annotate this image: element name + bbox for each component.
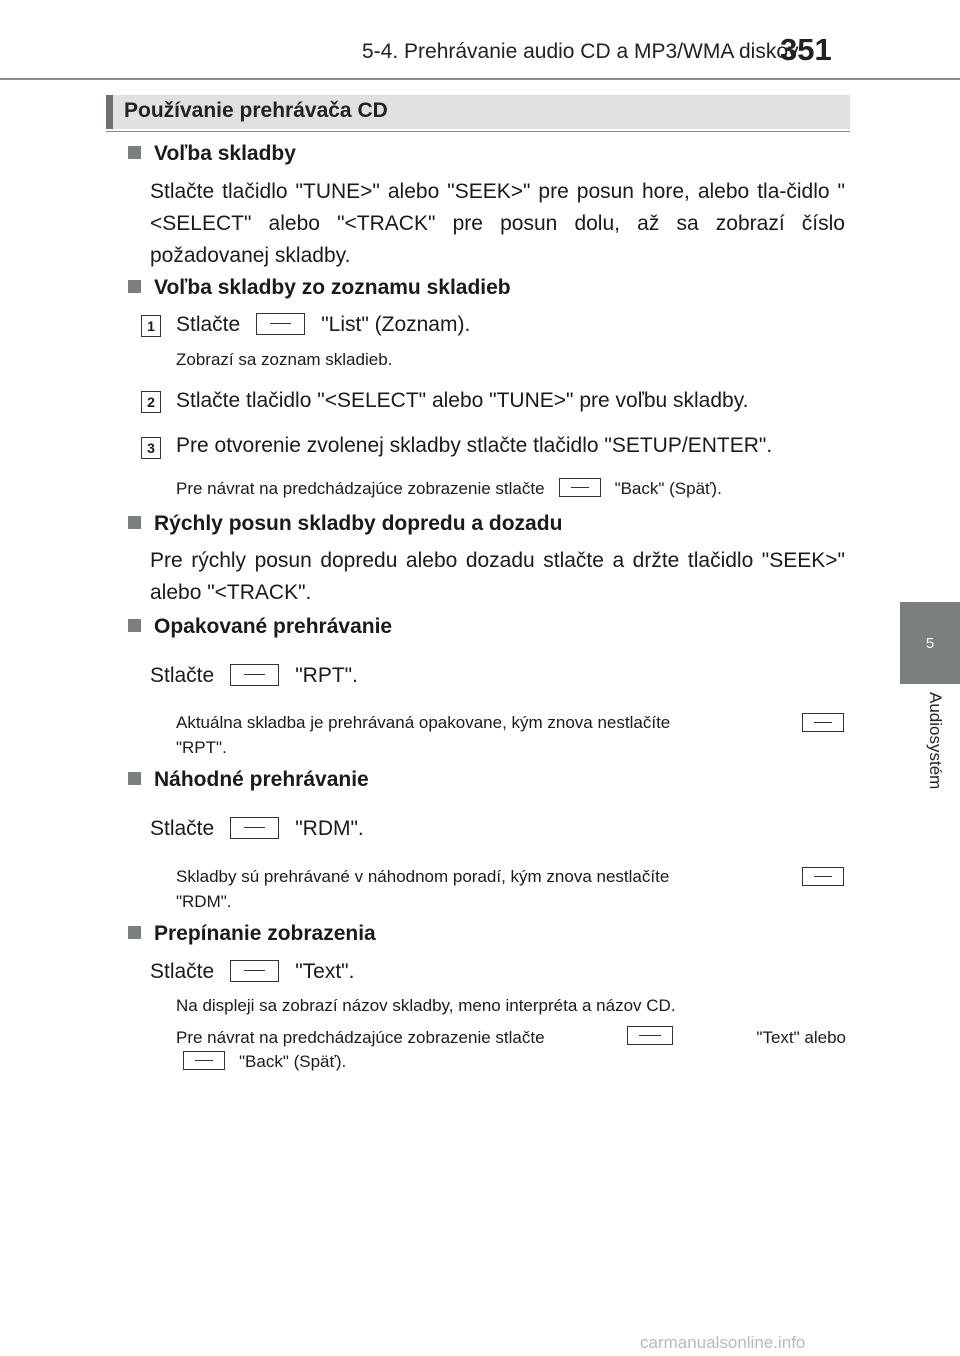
chapter-tab: [900, 602, 960, 684]
text-button-icon: [627, 1026, 673, 1045]
step-2-text: Stlačte tlačidlo "<SELECT" alebo "TUNE>" pre voľbu skladby.: [176, 389, 749, 412]
chapter-label-tab: [900, 684, 960, 1346]
square-bullet-icon: [128, 146, 141, 159]
step-number-3: 3: [141, 437, 161, 459]
section-heading-rule: [106, 131, 850, 132]
display-instruction: Stlačte "Text".: [150, 960, 355, 983]
random-note-line2: "RDM".: [176, 892, 232, 911]
step-3-note: Pre návrat na predchádzajúce zobrazenie stlačte "Back" (Späť).: [176, 479, 722, 498]
square-bullet-icon: [128, 280, 141, 293]
display-note-2-line1: Pre návrat na predchádzajúce zobrazenie stlačte "Text" alebo: [176, 1028, 846, 1047]
list-button-icon: [256, 313, 305, 335]
step-1-note: Zobrazí sa zoznam skladieb.: [176, 350, 393, 369]
repeat-note-line1: Aktuálna skladba je prehrávaná opakovane, kým znova nestlačíte: [176, 713, 671, 732]
repeat-note-line2: "RPT".: [176, 738, 227, 757]
display-note-1: Na displeji sa zobrazí názov skladby, meno interpréta a názov CD.: [176, 996, 676, 1015]
fast-seek-text: Pre rýchly posun dopredu alebo dozadu stlačte a držte tlačidlo "SEEK>" alebo "<TRACK".: [150, 549, 845, 604]
subheading-track-list: Voľba skladby zo zoznamu skladieb: [128, 276, 511, 300]
rdm-button-icon: [802, 867, 844, 886]
subheading-display: Prepínanie zobrazenia: [128, 922, 376, 946]
step-3-text: Pre otvorenie zvolenej skladby stlačte tlačidlo "SETUP/ENTER".: [176, 434, 773, 457]
chapter-label: Audiosystém: [926, 692, 945, 790]
square-bullet-icon: [128, 516, 141, 529]
back-button-icon: [183, 1051, 225, 1070]
square-bullet-icon: [128, 926, 141, 939]
page-number: 351: [780, 32, 832, 67]
rdm-button-icon: [230, 817, 279, 839]
rpt-button-icon: [230, 664, 279, 686]
step-number-2: 2: [141, 391, 161, 413]
chapter-number: 5: [925, 634, 935, 652]
subheading-track-select: Voľba skladby: [128, 142, 296, 166]
step-1-text: Stlačte "List" (Zoznam).: [176, 313, 471, 336]
track-select-text: Stlačte tlačidlo "TUNE>" alebo "SEEK>" pre posun hore, alebo tla-čidlo "<SELECT" alebo "<TRACK" pre posun dolu, až sa zobrazí číslo požadovanej skladby.: [150, 180, 845, 267]
back-button-icon: [559, 478, 601, 497]
section-heading-accent: [106, 95, 113, 129]
step-number-1: 1: [141, 315, 161, 337]
section-title: Používanie prehrávača CD: [124, 99, 388, 122]
rpt-button-icon: [802, 713, 844, 732]
square-bullet-icon: [128, 772, 141, 785]
header-divider: [0, 78, 960, 80]
random-instruction: Stlačte "RDM".: [150, 817, 364, 840]
text-button-icon: [230, 960, 279, 982]
subheading-repeat: Opakované prehrávanie: [128, 615, 392, 639]
subheading-random: Náhodné prehrávanie: [128, 768, 369, 792]
running-header: 5-4. Prehrávanie audio CD a MP3/WMA diskov: [362, 40, 799, 63]
random-note-line1: Skladby sú prehrávané v náhodnom poradí, kým znova nestlačíte: [176, 867, 670, 886]
square-bullet-icon: [128, 619, 141, 632]
repeat-instruction: Stlačte "RPT".: [150, 664, 358, 687]
display-note-2-line2: "Back" (Späť).: [176, 1050, 346, 1074]
footer-watermark[interactable]: carmanualsonline.info: [640, 1333, 806, 1352]
subheading-fast-seek: Rýchly posun skladby dopredu a dozadu: [128, 512, 562, 536]
